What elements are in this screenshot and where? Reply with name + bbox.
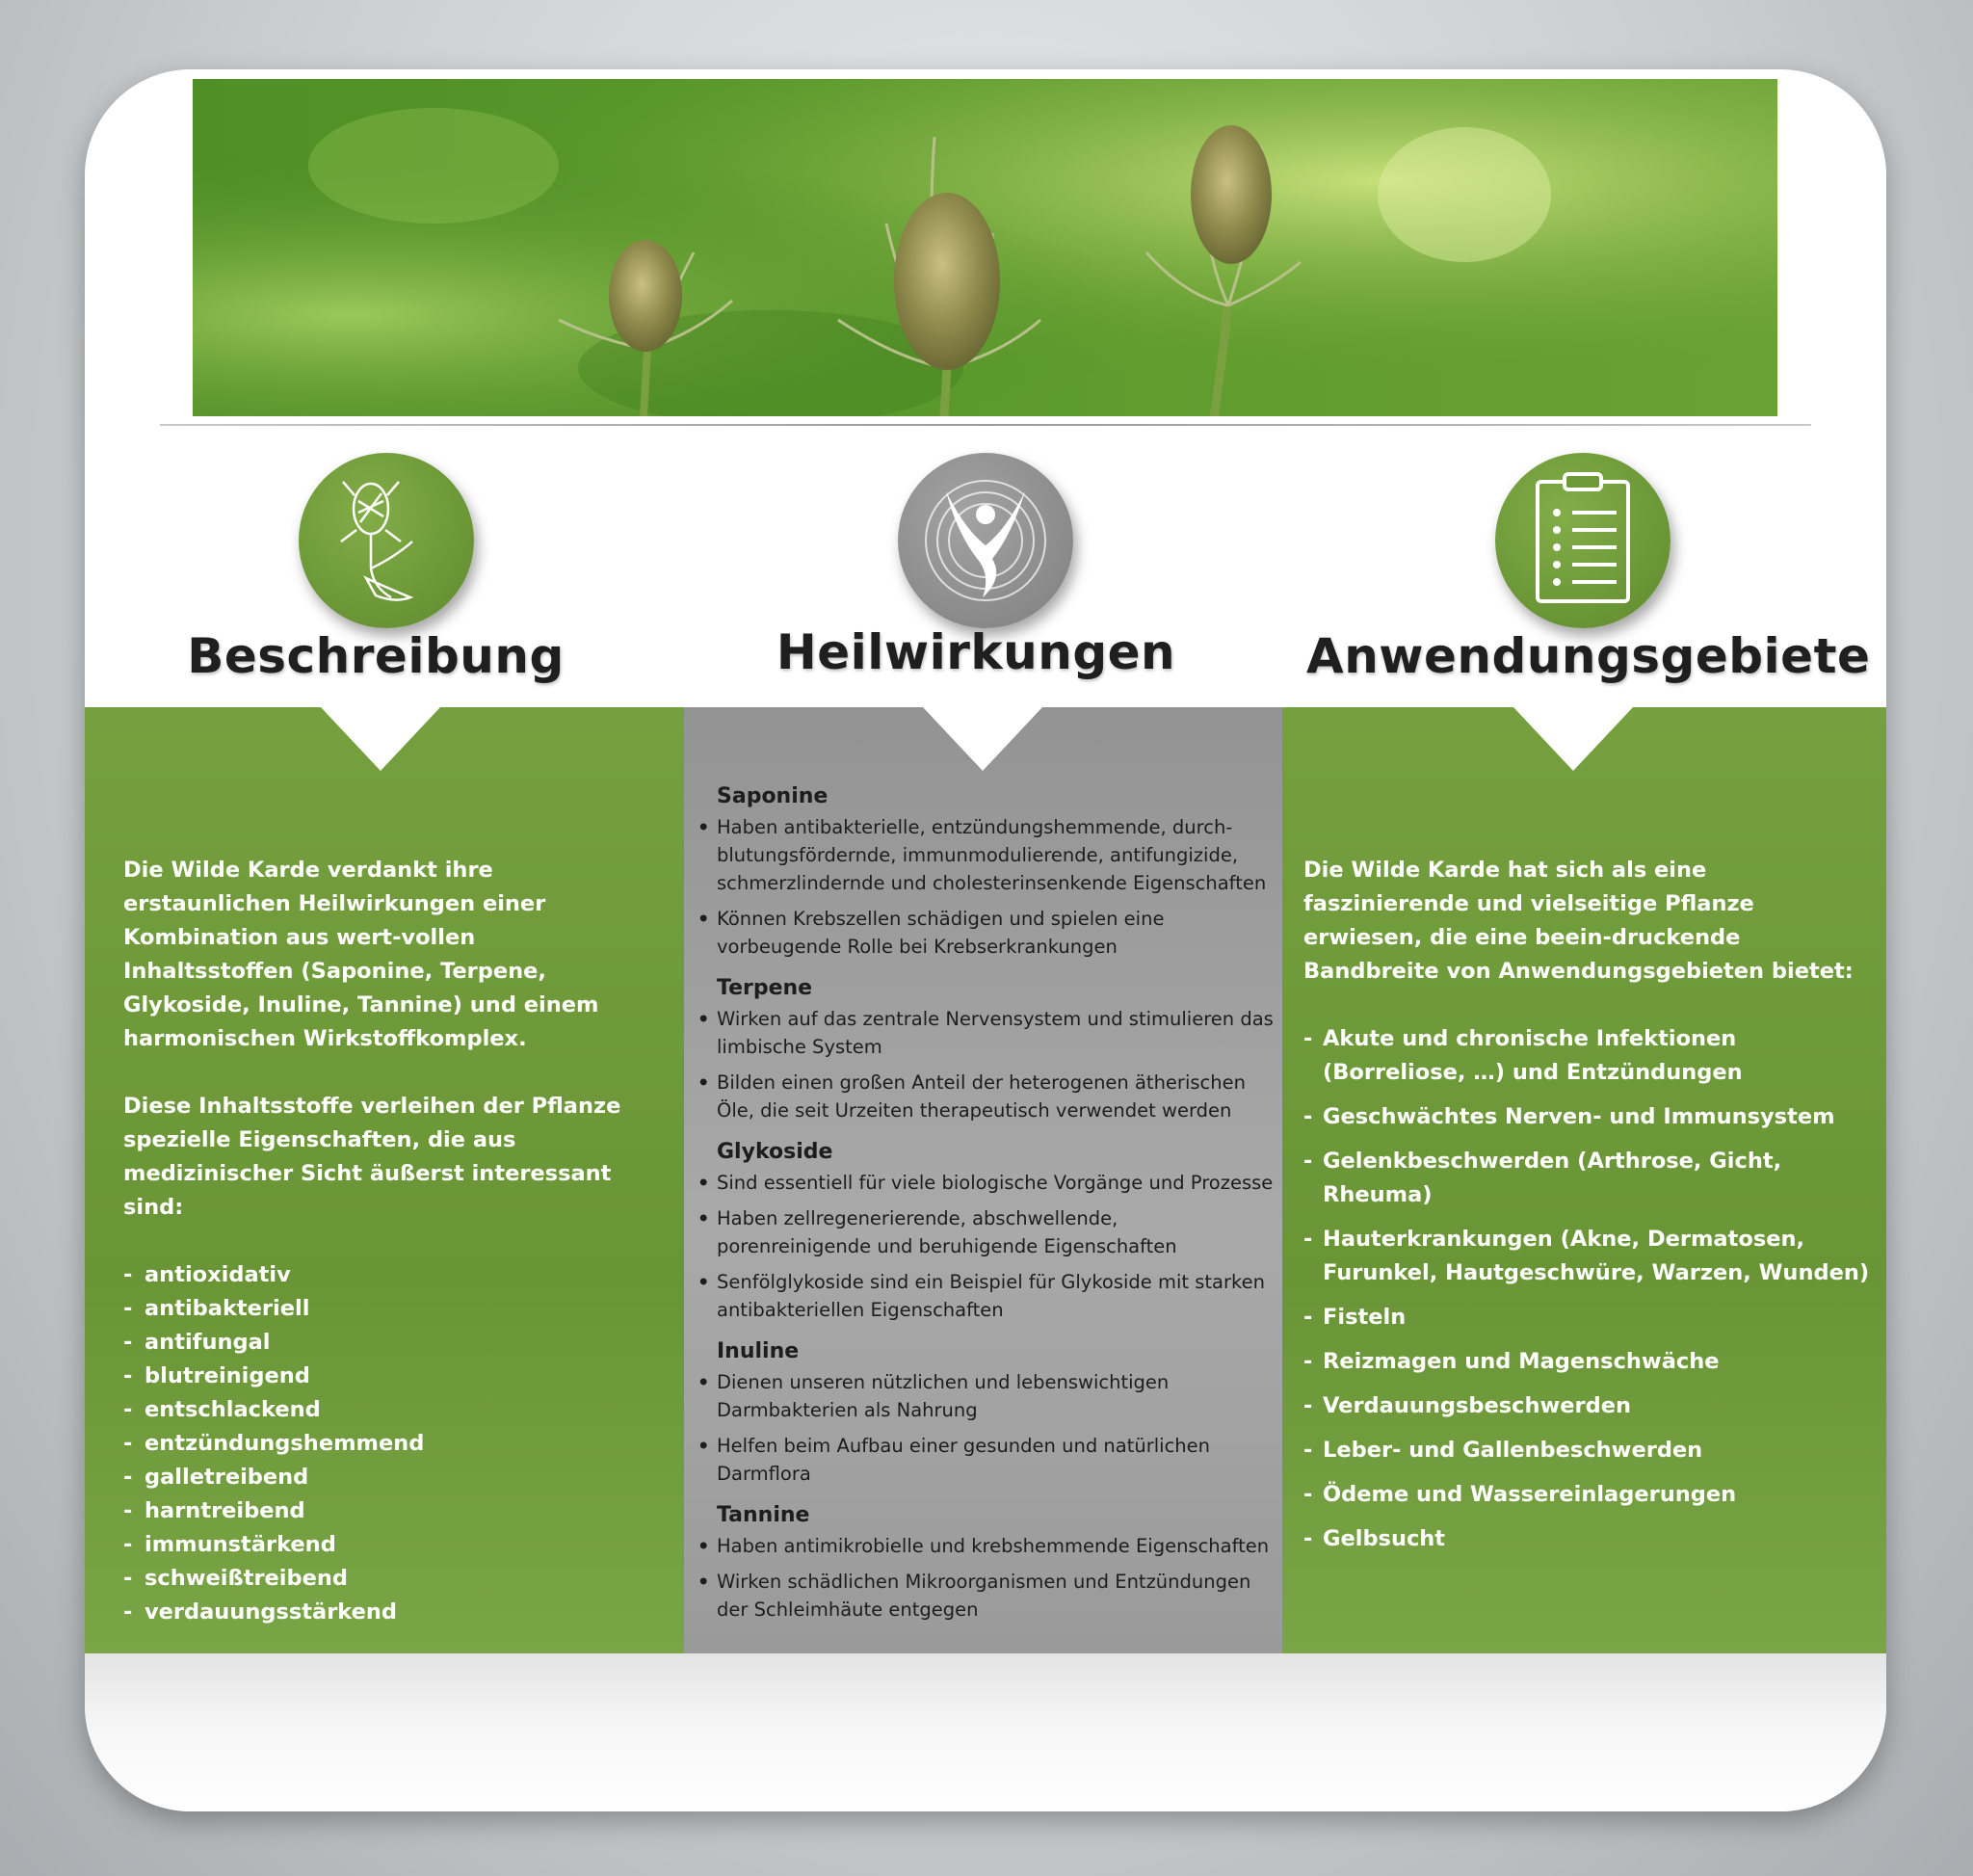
anwendungsgebiete-intro: Die Wilde Karde hat sich als eine faszinierende und vielseitige Pflanze erwiesen, die eine beein-druckende Bandbreite von Anwendungsgebieten bietet: [1303,858,1854,984]
clipboard-checklist-icon [1495,453,1670,628]
ingredient-group [697,1337,1276,1488]
section-title-anwendungsgebiete: Anwendungsgebiete [1306,628,1871,684]
ingredient-name: Inuline [717,1339,800,1363]
list-item: - entschlackend [123,1393,648,1427]
list-item: - blutreinigend [123,1360,648,1393]
ingredient-group [697,1138,1276,1324]
footer-band [85,1653,1886,1811]
list-item: • Dienen unseren nützlichen und lebenswichtigen Darmbakterien als Nahrung [697,1368,1276,1424]
heilwirkungen-text [697,782,1276,1637]
ingredient-name: Glykoside [717,1140,833,1164]
heilwirkungen-panel [684,707,1282,1653]
ingredient-group [697,782,1276,961]
list-item: • Haben zellregenerierende, abschwellende, porenreinigende und beruhigende Eigenschaften [697,1204,1276,1260]
panel-pointer [1513,707,1633,771]
beschreibung-text [123,854,648,1764]
anwendungsgebiete-text [1303,854,1872,1567]
application-list [1303,1022,1872,1556]
list-item: - antioxidativ [123,1258,648,1292]
ingredient-name: Terpene [717,976,813,1000]
beschreibung-intro: Die Wilde Karde verdankt ihre erstaunlichen Heilwirkungen einer Kombination aus wert-vollen Inhaltsstoffen (Saponine, Terpene, Glykoside, Inuline, Tannine) und einem harmonischen Wirkstoffkomplex. [123,858,599,1051]
ingredient-group [697,1501,1276,1624]
beschreibung-para2: Diese Inhaltsstoffe verleihen der Pflanze spezielle Eigenschaften, die aus medizinischer Sicht äußerst interessant sind: [123,1094,621,1220]
beschreibung-panel [85,707,684,1653]
ingredient-name: Saponine [717,784,829,808]
ingredient-group [697,974,1276,1124]
hero-banner-image [193,79,1777,416]
list-item: - Reizmagen und Magenschwäche [1303,1345,1872,1379]
list-item: • Bilden einen großen Anteil der heterogenen ätherischen Öle, die seit Urzeiten therapeutisch verwendet werden [697,1069,1276,1124]
list-item: - entzündungshemmend [123,1427,648,1461]
ingredient-name: Tannine [717,1503,810,1527]
list-item: • Wirken auf das zentrale Nervensystem und stimulieren das limbische System [697,1005,1276,1061]
section-title-beschreibung: Beschreibung [187,628,565,684]
list-item: - Leber- und Gallenbeschwerden [1303,1434,1872,1467]
list-item: • Haben antimikrobielle und krebshemmende Eigenschaften [697,1532,1276,1560]
healing-figure-icon [898,453,1073,628]
list-item: • Helfen beim Aufbau einer gesunden und natürlichen Darmflora [697,1432,1276,1488]
info-card [85,69,1886,1811]
list-item: - Fisteln [1303,1301,1872,1334]
list-item: - schweißtreibend [123,1562,648,1596]
list-item: - Verdauungsbeschwerden [1303,1389,1872,1423]
property-list [123,1258,648,1629]
list-item: - antibakteriell [123,1292,648,1326]
list-item: - Ödeme und Wassereinlagerungen [1303,1478,1872,1512]
list-item: - verdauungsstärkend [123,1596,648,1629]
list-item: • Haben antibakterielle, entzündungshemmende, durch-blutungsfördernde, immunmodulierende, antifungizide, schmerzlindernde und cholesterinsenkende Eigenschaften [697,813,1276,897]
list-item: - galletreibend [123,1461,648,1494]
list-item: - antifungal [123,1326,648,1360]
list-item: - Geschwächtes Nerven- und Immunsystem [1303,1100,1872,1134]
section-title-heilwirkungen: Heilwirkungen [776,624,1176,680]
list-item: - harntreibend [123,1494,648,1528]
list-item: - immunstärkend [123,1528,648,1562]
list-item: • Können Krebszellen schädigen und spielen eine vorbeugende Rolle bei Krebserkrankungen [697,905,1276,961]
panel-pointer [923,707,1042,771]
list-item: - Akute und chronische Infektionen (Borreliose, …) und Entzündungen [1303,1022,1872,1090]
panel-pointer [321,707,440,771]
list-item: - Hauterkrankungen (Akne, Dermatosen, Furunkel, Hautgeschwüre, Warzen, Wunden) [1303,1223,1872,1290]
header-divider [160,424,1811,426]
thistle-plant-icon [299,453,474,628]
list-item: • Wirken schädlichen Mikroorganismen und Entzündungen der Schleimhäute entgegen [697,1568,1276,1624]
list-item: • Senfölglykoside sind ein Beispiel für Glykoside mit starken antibakteriellen Eigenschaften [697,1268,1276,1324]
anwendungsgebiete-panel [1282,707,1886,1653]
list-item: • Sind essentiell für viele biologische Vorgänge und Prozesse [697,1169,1276,1197]
list-item: - Gelenkbeschwerden (Arthrose, Gicht, Rheuma) [1303,1145,1872,1212]
list-item: - Gelbsucht [1303,1522,1872,1556]
